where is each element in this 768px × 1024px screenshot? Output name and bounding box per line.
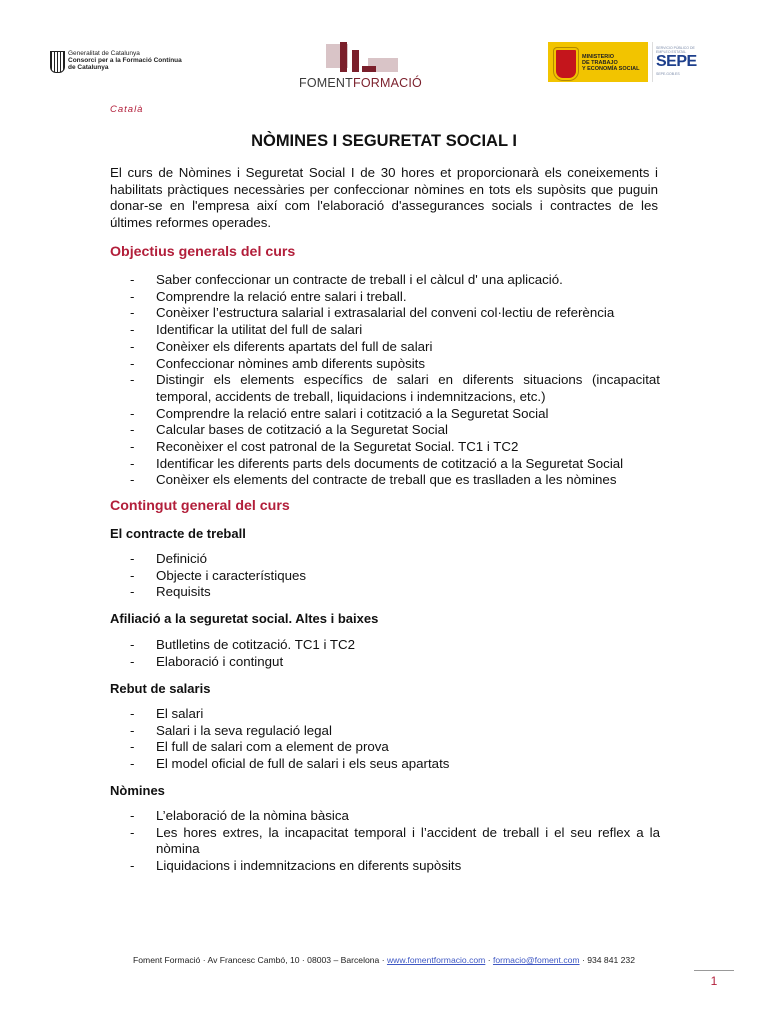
ministry-line-2: DE TRABAJO [582,60,618,66]
page-number-rule [694,970,734,971]
payrolls-list [130,808,660,875]
list-item: - Conèixer els diferents apartats del full de salari [130,339,660,356]
list-item: - Reconèixer el cost patronal de la Seguretat Social. TC1 i TC2 [130,439,660,456]
page-number: 1 [710,974,718,988]
gencat-line-3: de Catalunya [68,64,109,71]
list-item: - Conèixer l’estructura salarial i extrasalarial del conveni col·lectiu de referència [130,305,660,322]
list-item: - El full de salari com a element de prova [130,739,660,756]
objectives-heading: Objectius generals del curs [110,244,296,260]
sepe-logo [652,42,697,82]
list-item: - Calcular bases de cotització a la Seguretat Social [130,422,660,439]
list-item: - Conèixer els elements del contracte de treball que es traslladen a les nòmines [130,472,660,489]
section-title-affiliation: Afiliació a la seguretat social. Altes i baixes [110,611,379,626]
gencat-line-2: Consorci per a la Formació Contínua [68,57,182,64]
section-title-contract: El contracte de treball [110,526,246,541]
ministry-line-1: MINISTERIO [582,54,615,60]
list-item: - Les hores extres, la incapacitat temporal i l’accident de treball i el seu reflex a la nòmina [130,825,660,858]
spain-crest-icon [554,48,578,80]
list-item: - Elaboració i contingut [130,654,660,671]
contract-list [130,551,660,601]
footer-website-link[interactable]: www.fomentformacio.com [386,955,486,965]
list-item: - Identificar les diferents parts dels documents de cotització a la Seguretat Social [130,456,660,473]
footer-phone: · 934 841 232 [579,955,635,965]
salary-receipt-list [130,706,660,773]
logo-bar-1-icon [340,42,347,72]
list-item: - Distingir els elements específics de salari en diferents situacions (incapacitat temporal, accidents de treball, liquidacions i indemnitzacions, etc.) [130,372,660,405]
list-item: - Confeccionar nòmines amb diferents supòsits [130,356,660,373]
gencat-line-1: Generalitat de Catalunya [68,50,140,57]
list-item: - Liquidacions i indemnitzacions en diferents supòsits [130,858,660,875]
document-title: NÒMINES I SEGURETAT SOCIAL I [251,132,517,150]
content-heading: Contingut general del curs [110,498,290,514]
list-item: - Saber confeccionar un contracte de treball i el càlcul d' una aplicació. [130,272,660,289]
list-item: - Identificar la utilitat del full de salari [130,322,660,339]
list-item: - Objecte i característiques [130,568,660,585]
logo-bar-3-icon [362,66,376,72]
ministry-sepe-logo [548,42,696,82]
sepe-bottom-text: SEPE.GOB.ES [656,72,680,76]
logo-word-foment: FOMENT [299,76,353,90]
section-title-payrolls: Nòmines [110,783,165,798]
list-item: - Requisits [130,584,660,601]
objectives-list [130,272,660,489]
page-footer [0,955,768,965]
sepe-wordmark: SEPE [656,53,697,70]
sepe-top-text: SERVICIO PÚBLICO DE EMPLEO ESTATAL [656,46,695,54]
generalitat-logo [50,50,220,76]
language-label: Català [110,104,144,115]
footer-separator: · [485,955,493,965]
list-item: - Butlletins de cotització. TC1 i TC2 [130,637,660,654]
affiliation-list [130,637,660,670]
list-item: - El model oficial de full de salari i els seus apartats [130,756,660,773]
footer-email-link[interactable]: formacio@foment.com [492,955,580,965]
foment-formacio-logo [296,40,426,92]
logo-word-formacio: FORMACIÓ [352,76,422,90]
ministry-line-3: Y ECONOMÍA SOCIAL [582,66,640,72]
list-item: - Definició [130,551,660,568]
intro-paragraph: El curs de Nòmines i Seguretat Social I de 30 hores et proporcionarà els coneixements i habilitats pràctiques necessàries per confeccionar nòmines en tots els supòsits que puguin donar-se en l'empresa així com l'elaboració d'assegurances socials i contractes de les últimes reformes operades. [110,165,658,231]
catalan-shield-icon [50,51,65,73]
list-item: - L’elaboració de la nòmina bàsica [130,808,660,825]
list-item: - El salari [130,706,660,723]
logo-bar-2-icon [352,50,359,72]
footer-address: Foment Formació · Av Francesc Cambó, 10 · 08003 – Barcelona · [133,955,387,965]
list-item: - Salari i la seva regulació legal [130,723,660,740]
list-item: - Comprendre la relació entre salari i treball. [130,289,660,306]
list-item: - Comprendre la relació entre salari i cotització a la Seguretat Social [130,406,660,423]
section-title-salary-receipt: Rebut de salaris [110,681,211,696]
